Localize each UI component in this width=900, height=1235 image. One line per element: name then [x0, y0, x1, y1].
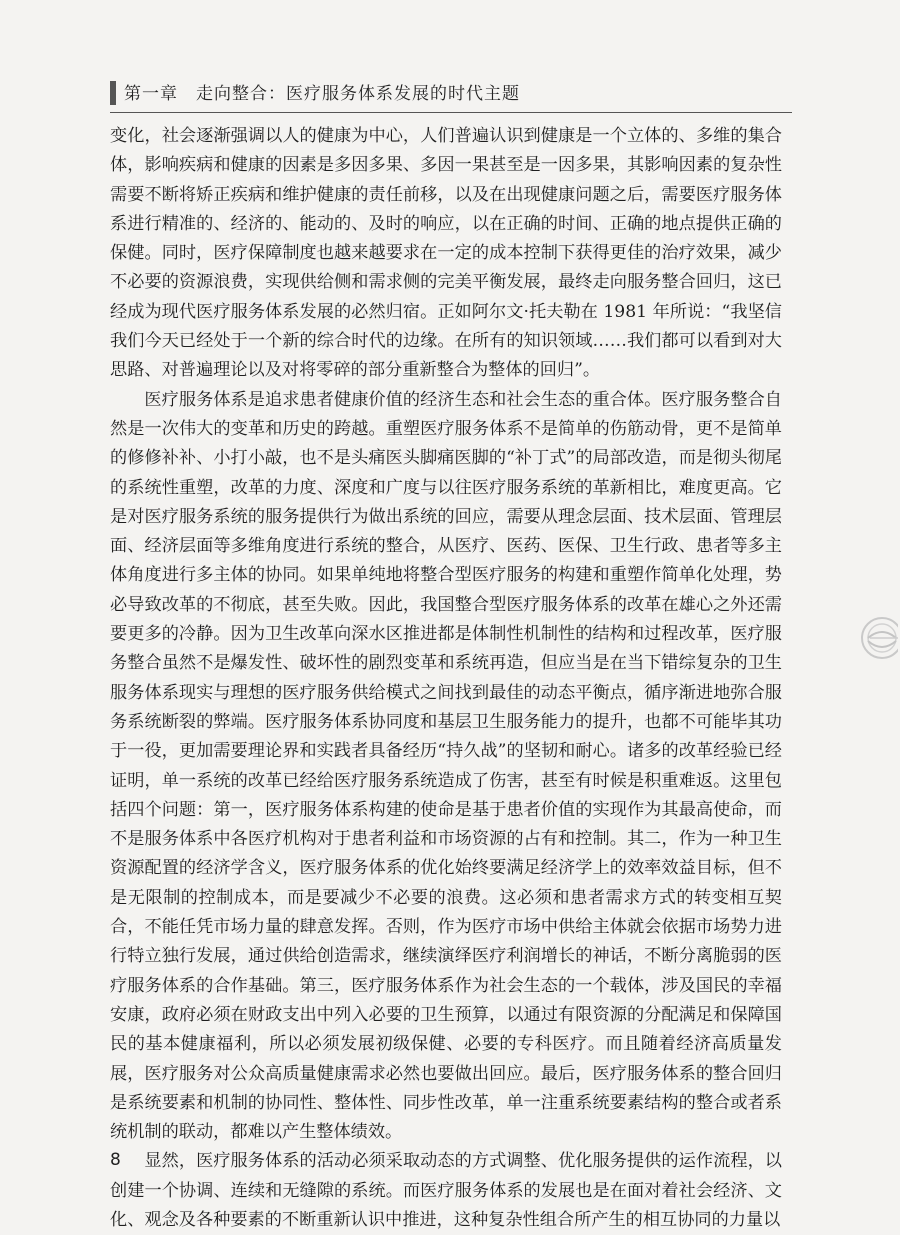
- body-text: [110, 122, 782, 1235]
- running-header: [110, 78, 792, 116]
- header-marker-bar: [110, 81, 116, 105]
- page-number: 8: [110, 1150, 121, 1170]
- paragraph: 显然，医疗服务体系的活动必须采取动态的方式调整、优化服务提供的运作流程，以创建一个协调、连续和无缝隙的系统。而医疗服务体系的发展也是在面对着社会经济、文化、观念及各种要素的不断重新认识中推进，这种复杂性组合所产生的相互协同的力量以: [110, 1151, 782, 1230]
- paragraph-continued: 变化，社会逐渐强调以人的健康为中心，人们普遍认识到健康是一个立体的、多维的集合体，影响疾病和健康的因素是多因多果、多因一果甚至是一因多果，其影响因素的复杂性需要不断将矫正疾病和维护健康的责任前移，以及在出现健康问题之后，需要医疗服务体系进行精准的、经济的、能动的、及时的响应，以在正确的时间、正确的地点提供正确的保健。同时，医疗保障制度也越来越要求在一定的成本控制下获得更佳的治疗效果，减少不必要的资源浪费，实现供给侧和需求侧的完美平衡发展，最终走向服务整合回归，这已经成为现代医疗服务体系发展的必然归宿。正如阿尔文·托夫勒在 1981 年所说：“我坚信我们今天已经处于一个新的综合时代的边缘。在所有的知识领域……我们都可以看到对大思路、对普遍理论以及对将零碎的部分重新整合为整体的回归”。: [110, 126, 782, 381]
- publisher-logo-icon: [858, 610, 898, 666]
- paragraph: 医疗服务体系是追求患者健康价值的经济生态和社会生态的重合体。医疗服务整合自然是一次伟大的变革和历史的跨越。重塑医疗服务体系不是简单的伤筋动骨，更不是简单的修修补补、小打小敲，也不是头痛医头脚痛医脚的“补丁式”的局部改造，而是彻头彻尾的系统性重塑，改革的力度、深度和广度与以往医疗服务系统的革新相比，难度更高。它是对医疗服务系统的服务提供行为做出系统的回应，需要从理念层面、技术层面、管理层面、经济层面等多维角度进行系统的整合，从医疗、医药、医保、卫生行政、患者等多主体角度进行多主体的协同。如果单纯地将整合型医疗服务的构建和重塑作简单化处理，势必导致改革的不彻底，甚至失败。因此，我国整合型医疗服务体系的改革在雄心之外还需要更多的冷静。因为卫生改革向深水区推进都是体制性机制性的结构和过程改革，医疗服务整合虽然不是爆发性、破坏性的剧烈变革和系统再造，但应当是在当下错综复杂的卫生服务体系现实与理想的医疗服务供给模式之间找到最佳的动态平衡点，循序渐进地弥合服务系统断裂的弊端。医疗服务体系协同度和基层卫生服务能力的提升，也都不可能毕其功于一役，更加需要理论界和实践者具备经历“持久战”的坚韧和耐心。诸多的改革经验已经证明，单一系统的改革已经给医疗服务系统造成了伤害，甚至有时候是积重难返。这里包括四个问题：第一，医疗服务体系构建的使命是基于患者价值的实现作为其最高使命，而不是服务体系中各医疗机构对于患者利益和市场资源的占有和控制。其二，作为一种卫生资源配置的经济学含义，医疗服务体系的优化始终要满足经济学上的效率效益目标，但不是无限制的控制成本，而是要减少不必要的浪费。这必须和患者需求方式的转变相互契合，不能任凭市场力量的肆意发挥。否则，作为医疗市场中供给主体就会依据市场势力进行特立独行发展，通过供给创造需求，继续演绎医疗利润增长的神话，不断分离脆弱的医疗服务体系的合作基础。第三，医疗服务体系作为社会生态的一个载体，涉及国民的幸福安康，政府必须在财政支出中列入必要的卫生预算，以通过有限资源的分配满足和保障国民的基本健康福利，所以必须发展初级保健、必要的专科医疗。而且随着经济高质量发展，医疗服务对公众高质量健康需求必然也要做出回应。最后，医疗服务体系的整合回归是系统要素和机制的协同性、整体性、同步性改革，单一注重系统要素结构的整合或者系统机制的联动，都难以产生整体绩效。: [110, 389, 782, 1143]
- chapter-title: 第一章 走向整合：医疗服务体系发展的时代主题: [124, 84, 520, 104]
- header-rule: [110, 112, 792, 113]
